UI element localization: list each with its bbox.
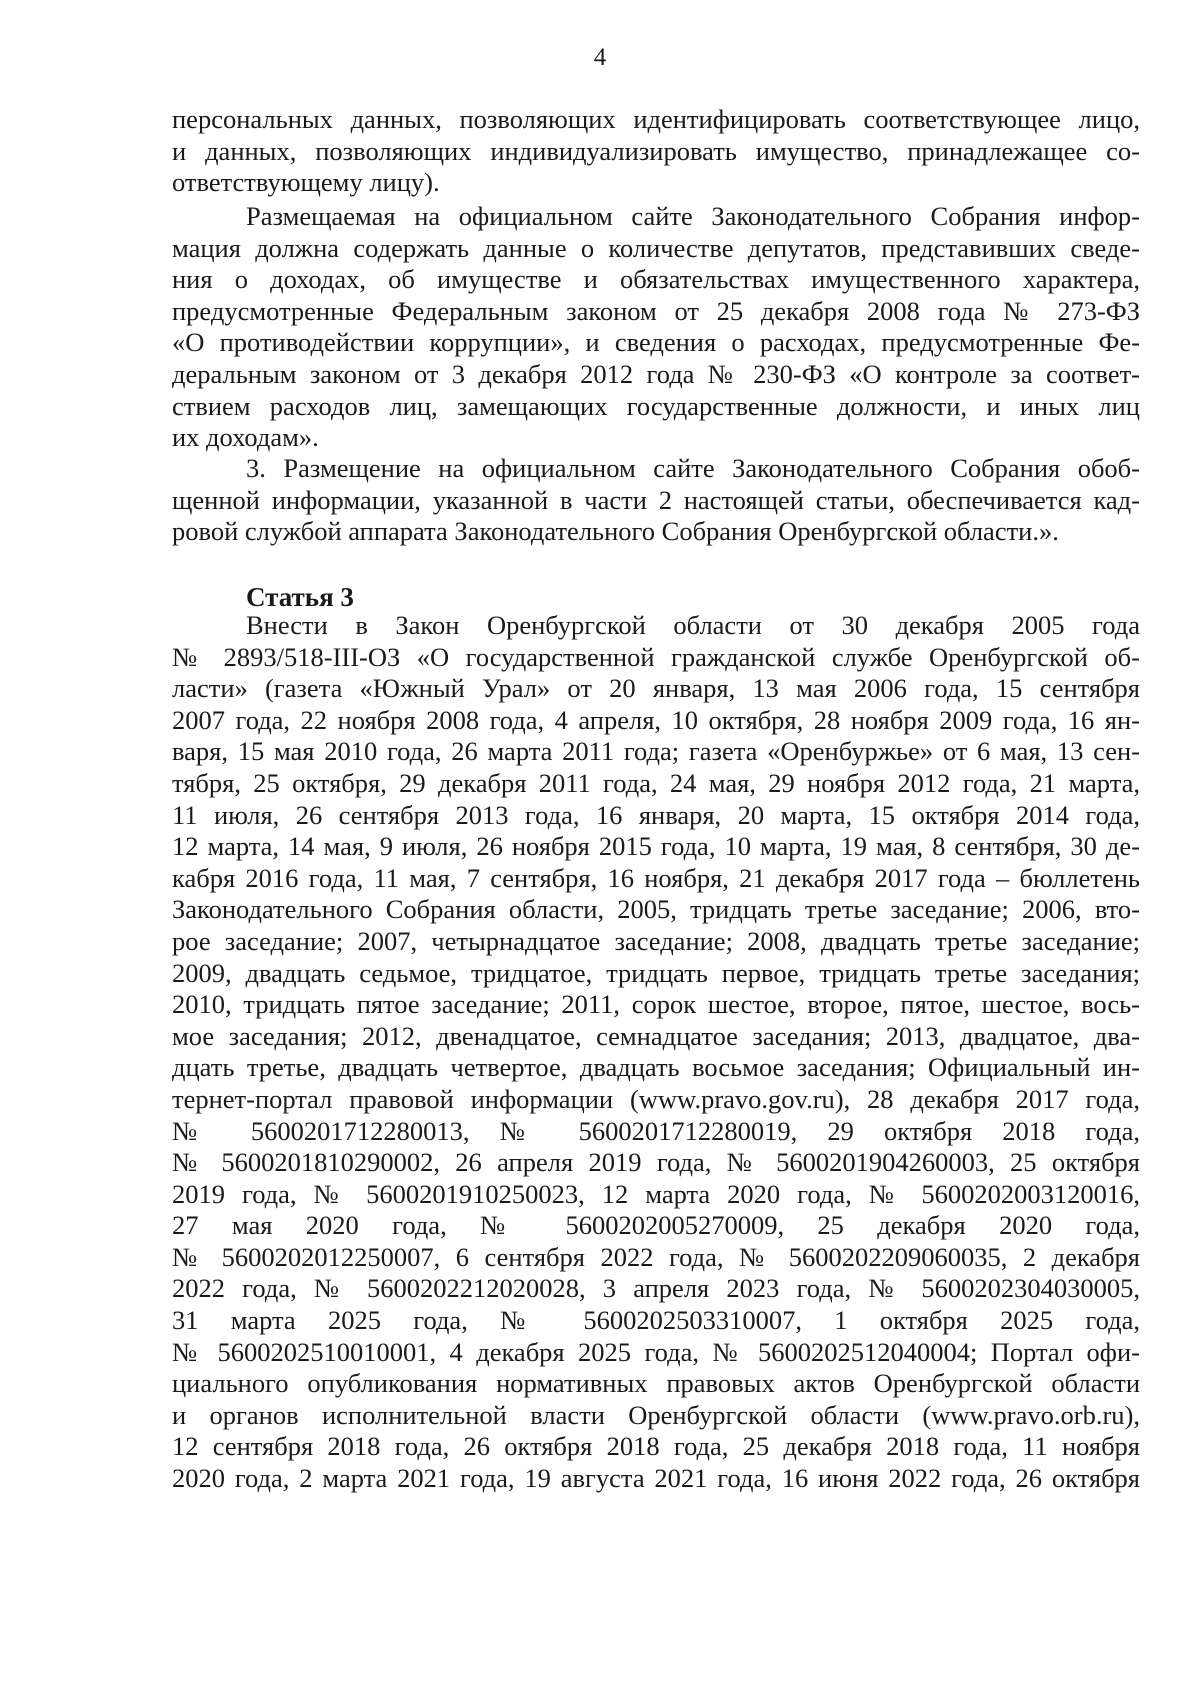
text-line: тернет-портал правовой информации (www.pravo.gov.ru), 28 декабря 2017 года, (172, 1083, 1140, 1114)
text-line: варя, 15 мая 2010 года, 26 марта 2011 года; газета «Оренбуржье» от 6 мая, 13 сен- (172, 736, 1140, 767)
text-line: 31 марта 2025 года, № 5600202503310007, 1 октября 2025 года, (172, 1305, 1140, 1336)
text-line: их доходам». (172, 422, 319, 453)
text-line: персональных данных, позволяющих идентифицировать соответствующее лицо, (172, 104, 1140, 134)
text-line: предусмотренные Федеральным законом от 25 декабря 2008 года № 273-ФЗ (172, 295, 1140, 326)
text-line: ния о доходах, об имуществе и обязательствах имущественного характера, (172, 264, 1140, 295)
text-line: ствием расходов лиц, замещающих государственные должности, и иных лиц (172, 390, 1140, 421)
text-line: 12 марта, 14 мая, 9 июля, 26 ноября 2015 года, 10 марта, 19 мая, 8 сентября, 30 де- (172, 831, 1140, 862)
paragraph-continuation (172, 104, 1140, 199)
text-line: 2020 года, 2 марта 2021 года, 19 августа 2021 года, 16 июня 2022 года, 26 октября (172, 1463, 1140, 1494)
text-line: дцать третье, двадцать четвертое, двадцать восьмое заседания; Официальный ин- (172, 1052, 1140, 1083)
text-line: Размещаемая на официальном сайте Законодательного Собрания инфор- (246, 201, 1140, 231)
paragraph-article-3 (172, 610, 1140, 1495)
text-line: № 2893/518-III-ОЗ «О государственной гражданской службе Оренбургской об- (172, 641, 1140, 672)
text-line: мое заседания; 2012, двенадцатое, семнадцатое заседания; 2013, двадцатое, два- (172, 1020, 1140, 1051)
text-line: Законодательного Собрания области, 2005, тридцать третье заседание; 2006, вто- (172, 894, 1140, 925)
article-heading: Статья 3 (246, 582, 354, 612)
text-line: деральным законом от 3 декабря 2012 года № 230-ФЗ «О контроле за соответ- (172, 358, 1140, 389)
text-line: циального опубликования нормативных правовых актов Оренбургской области (172, 1368, 1140, 1399)
text-line: кабря 2016 года, 11 мая, 7 сентября, 16 ноября, 21 декабря 2017 года – бюллетень (172, 862, 1140, 893)
text-line: № 5600201712280013, № 5600201712280019, 29 октября 2018 года, (172, 1115, 1140, 1146)
text-line: «О противодействии коррупции», и сведения о расходах, предусмотренные Фе- (172, 327, 1140, 358)
paragraph-published-information (172, 201, 1140, 454)
text-line: № 5600202012250007, 6 сентября 2022 года, № 5600202209060035, 2 декабря (172, 1241, 1140, 1272)
text-line: тября, 25 октября, 29 декабря 2011 года, 24 мая, 29 ноября 2012 года, 21 марта, (172, 767, 1140, 798)
text-line: ровой службой аппарата Законодательного Собрания Оренбургской области.». (172, 516, 1059, 547)
text-line: щенной информации, указанной в части 2 настоящей статьи, обеспечивается кад- (172, 484, 1140, 515)
text-line: и данных, позволяющих индивидуализировать имущество, принадлежащее со- (172, 135, 1140, 166)
text-line: 12 сентября 2018 года, 26 октября 2018 года, 25 декабря 2018 года, 11 ноября (172, 1431, 1140, 1462)
text-line: 2010, тридцать пятое заседание; 2011, сорок шестое, второе, пятое, шестое, вось- (172, 989, 1140, 1020)
text-line: 2019 года, № 5600201910250023, 12 марта 2020 года, № 5600202003120016, (172, 1178, 1140, 1209)
text-line: 2007 года, 22 ноября 2008 года, 4 апреля, 10 октября, 28 ноября 2009 года, 16 ян- (172, 704, 1140, 735)
text-line: ответствующему лицу). (172, 167, 440, 198)
text-line: ласти» (газета «Южный Урал» от 20 января, 13 мая 2006 года, 15 сентября (172, 673, 1140, 704)
text-line: рое заседание; 2007, четырнадцатое заседание; 2008, двадцать третье заседание; (172, 925, 1140, 956)
text-line: и органов исполнительной власти Оренбургской области (www.pravo.orb.ru), (172, 1399, 1140, 1430)
text-line: 2009, двадцать седьмое, тридцатое, тридцать первое, тридцать третье заседания; (172, 957, 1140, 988)
text-line: № 5600202510010001, 4 декабря 2025 года, № 5600202512040004; Портал офи- (172, 1336, 1140, 1367)
text-line: мация должна содержать данные о количестве депутатов, представивших сведе- (172, 232, 1140, 263)
text-line: 27 мая 2020 года, № 5600202005270009, 25 декабря 2020 года, (172, 1210, 1140, 1241)
page-number: 4 (593, 44, 607, 71)
text-line: 2022 года, № 5600202212020028, 3 апреля 2023 года, № 5600202304030005, (172, 1273, 1140, 1304)
text-line: № 5600201810290002, 26 апреля 2019 года, № 5600201904260003, 25 октября (172, 1147, 1140, 1178)
text-line: Внести в Закон Оренбургской области от 30 декабря 2005 года (246, 610, 1140, 640)
paragraph-point-3 (172, 453, 1140, 548)
text-line: 11 июля, 26 сентября 2013 года, 16 января, 20 марта, 15 октября 2014 года, (172, 799, 1140, 830)
text-line: 3. Размещение на официальном сайте Законодательного Собрания обоб- (246, 453, 1140, 483)
